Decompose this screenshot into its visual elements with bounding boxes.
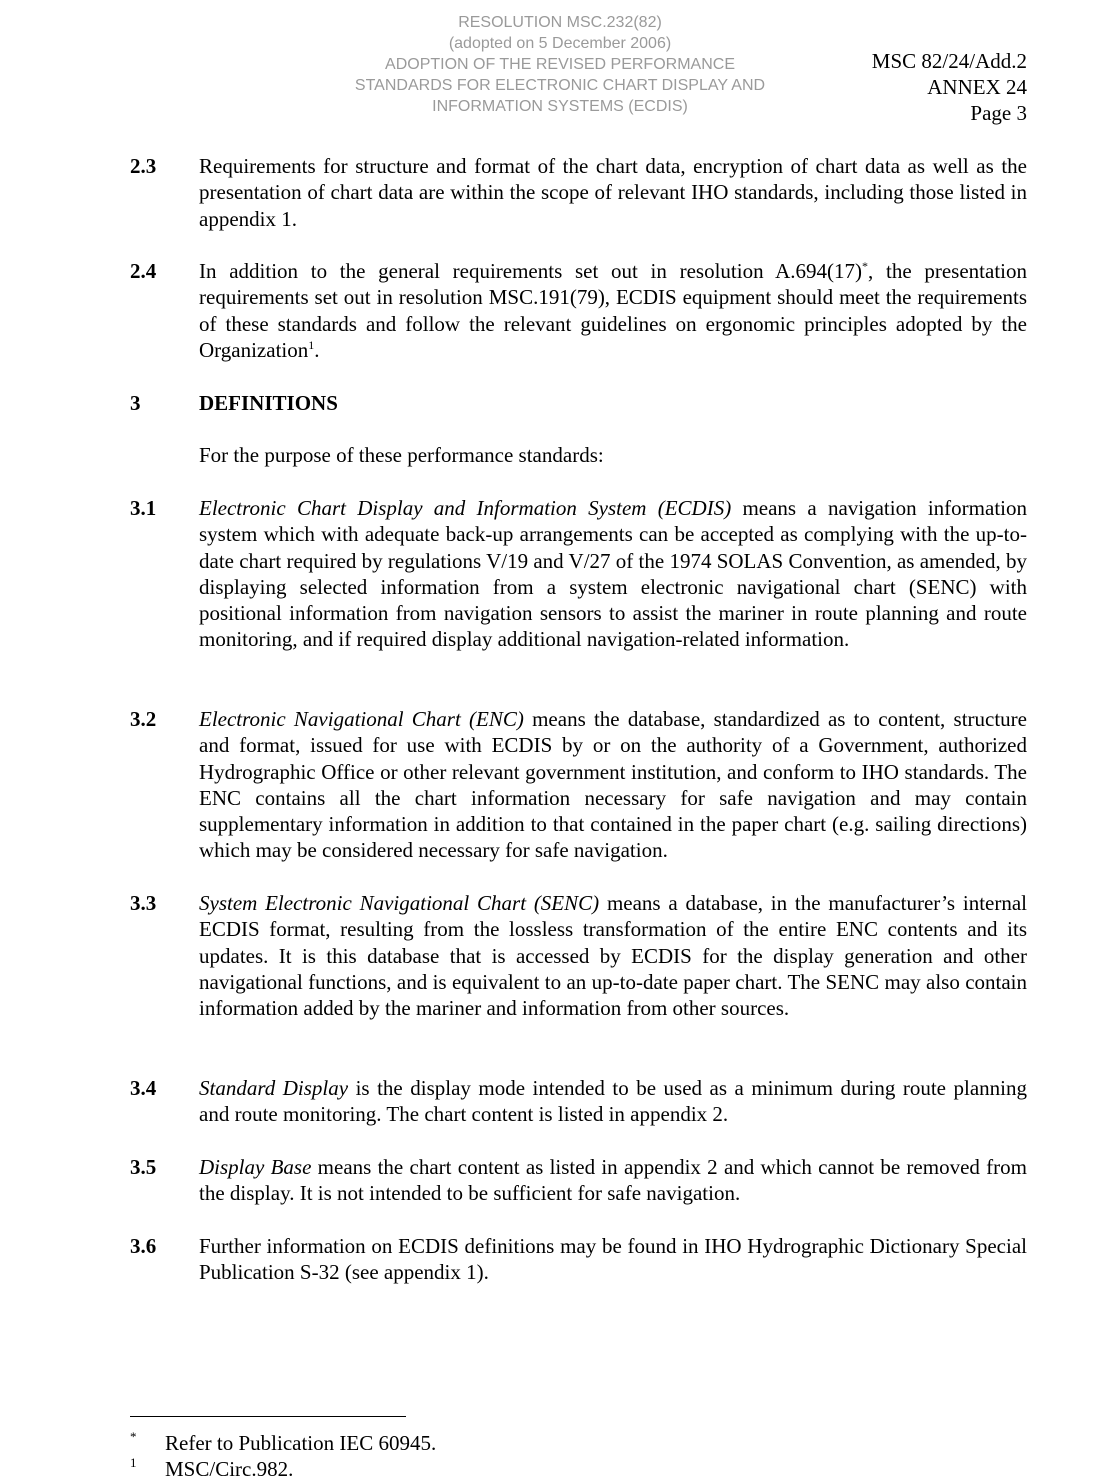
defined-term: Display Base: [199, 1155, 312, 1179]
footnote-mark: *: [130, 1429, 137, 1444]
paragraph-number: 3.4: [130, 1076, 157, 1100]
paragraph-text: [199, 890, 1027, 1021]
footnote-ref: 1: [308, 337, 315, 352]
paragraph-2-3: [130, 153, 1027, 232]
defined-term: Electronic Navigational Chart (ENC): [199, 707, 524, 731]
definition-text: means the chart content as listed in appendix 2 and which cannot be removed from the display. It is not intended to be sufficient for safe navigation.: [199, 1155, 1027, 1206]
definition-text: means a database, in the manufacturer’s internal ECDIS format, resulting from the lossless transformation of the entire ENC contents and its updates. It is this database that is accessed by ECDIS for the display generation and other navigational functions, and is equivalent to an up-to-date paper chart. The SENC may also contain information added by the mariner and information from other sources.: [199, 891, 1027, 1021]
watermark-line: STANDARDS FOR ELECTRONIC CHART DISPLAY AND: [354, 77, 766, 94]
paragraph-3-1: [130, 495, 1027, 653]
footnote: [130, 1456, 293, 1482]
definition-text: means a navigation information system which with adequate back-up arrangements can be accepted as complying with the up-to-date chart required by regulations V/19 and V/27 of the 1974 SOLAS Convention, as amended, by displaying selected information from a system electronic navigational chart (SENC) with positional information from navigation sensors to assist the mariner in route planning and route monitoring, and if required display additional navigation-related information.: [199, 496, 1027, 652]
paragraph-text: Requirements for structure and format of the chart data, encryption of chart data as well as the presentation of chart data are within the scope of relevant IHO standards, including those listed in appendix 1.: [199, 154, 1027, 231]
document-reference: [872, 48, 1027, 126]
footnote-mark: 1: [130, 1455, 137, 1470]
paragraph-number: 3.3: [130, 891, 157, 915]
paragraph-text: [199, 1075, 1027, 1128]
document-number: MSC 82/24/Add.2: [871, 49, 1027, 73]
paragraph-number: 3.5: [130, 1155, 157, 1179]
section-3-intro: [130, 442, 1027, 468]
footnote-text: MSC/Circ.982.: [165, 1457, 294, 1481]
paragraph-3-2: [130, 706, 1027, 864]
intro-text: For the purpose of these performance standards:: [199, 443, 604, 467]
paragraph-text: [199, 495, 1027, 653]
section-number: 3: [130, 391, 141, 415]
footnote-text: Refer to Publication IEC 60945.: [165, 1431, 437, 1455]
paragraph-text: [199, 706, 1027, 864]
paragraph-text: Further information on ECDIS definitions may be found in IHO Hydrographic Dictionary Special Publication S-32 (see appendix 1).: [199, 1234, 1027, 1285]
definition-text: is the display mode intended to be used as a minimum during route planning and route monitoring. The chart content is listed in appendix 2.: [199, 1076, 1027, 1127]
watermark-line: RESOLUTION MSC.232(82): [458, 14, 662, 31]
paragraph-3-3: [130, 890, 1027, 1021]
footnote: [130, 1430, 436, 1456]
annex-label: ANNEX 24: [927, 75, 1027, 99]
watermark-line: ADOPTION OF THE REVISED PERFORMANCE: [385, 56, 735, 73]
section-title: DEFINITIONS: [199, 391, 338, 415]
paragraph-text: [199, 1154, 1027, 1207]
paragraph-number: 3.1: [130, 496, 157, 520]
paragraph-3-5: [130, 1154, 1027, 1207]
paragraph-number: 2.3: [130, 154, 157, 178]
text-segment: In addition to the general requirements set out in resolution A.694(17): [199, 259, 863, 283]
paragraph-number: 2.4: [130, 259, 157, 283]
text-segment: .: [314, 337, 320, 362]
paragraph-3-6: [130, 1233, 1027, 1286]
definition-text: means the database, standardized as to content, structure and format, issued for use with ECDIS by or on the authority of a Government, authorized Hydrographic Office or other relevant government institution, and conform to IHO standards. The ENC contains all the chart information necessary for safe navigation and may contain supplementary information in addition to that contained in the paper chart (e.g. sailing directions) which may be considered necessary for safe navigation.: [199, 707, 1027, 863]
watermark-line: (adopted on 5 December 2006): [448, 35, 672, 52]
defined-term: Electronic Chart Display and Information System (ECDIS): [199, 496, 732, 520]
page-number: Page 3: [970, 101, 1027, 125]
section-3-heading: [130, 390, 1027, 416]
paragraph-number: 3.2: [130, 707, 157, 731]
paragraph-text: [199, 258, 1027, 363]
paragraph-3-4: [130, 1075, 1027, 1128]
footnote-separator: [130, 1416, 406, 1417]
paragraph-2-4: [130, 258, 1027, 363]
defined-term: System Electronic Navigational Chart (SENC): [199, 891, 600, 915]
resolution-watermark: [330, 12, 790, 117]
footnote-ref: *: [862, 259, 869, 273]
watermark-line: INFORMATION SYSTEMS (ECDIS): [432, 98, 688, 115]
defined-term: Standard Display: [199, 1076, 349, 1100]
text-segment: , the presentation requirements set out in resolution MSC.191(79), ECDIS equipment should meet the requirements of these standards and follow the relevant guidelines on ergonomic principles adopted by the Organization: [199, 259, 1028, 362]
paragraph-number: 3.6: [130, 1234, 157, 1258]
